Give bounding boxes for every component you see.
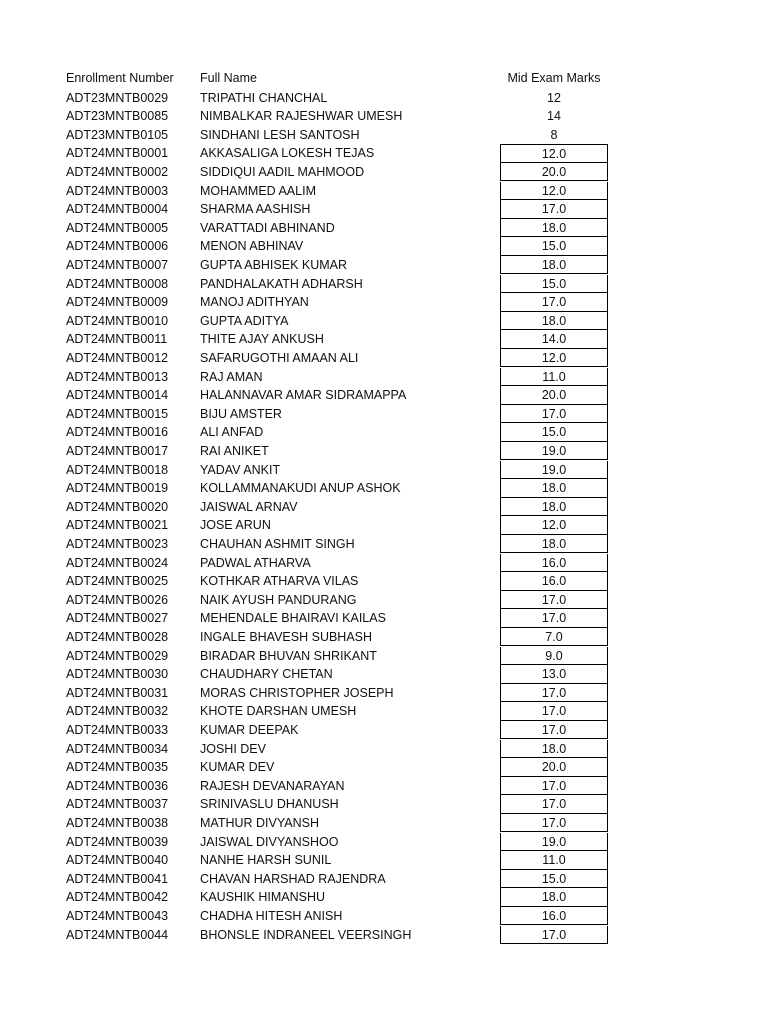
- table-row: [0, 591, 768, 610]
- table-row: [0, 200, 768, 219]
- header-enrollment: Enrollment Number: [66, 71, 174, 85]
- mid-exam-marks-cell: 18.0: [500, 888, 608, 907]
- mid-exam-marks-cell: 15.0: [500, 870, 608, 889]
- enrollment-number-cell: ADT24MNTB0042: [66, 890, 169, 905]
- table-row: [0, 814, 768, 833]
- full-name-cell: VARATTADI ABHINAND: [200, 220, 335, 235]
- enrollment-number-cell: ADT24MNTB0019: [66, 481, 169, 496]
- full-name-cell: PANDHALAKATH ADHARSH: [200, 276, 363, 291]
- full-name-cell: MOHAMMED AALIM: [200, 183, 316, 198]
- full-name-cell: RAJESH DEVANARAYAN: [200, 778, 345, 793]
- mid-exam-marks-cell: 17.0: [500, 609, 608, 628]
- mid-exam-marks-cell: 9.0: [500, 647, 608, 666]
- mid-exam-marks-cell: 12: [547, 90, 561, 105]
- enrollment-number-cell: ADT24MNTB0036: [66, 778, 169, 793]
- table-row: [0, 665, 768, 684]
- enrollment-number-cell: ADT24MNTB0006: [66, 239, 169, 254]
- enrollment-number-cell: ADT24MNTB0034: [66, 741, 169, 756]
- mid-exam-marks-cell: 18.0: [500, 740, 608, 759]
- full-name-cell: YADAV ANKIT: [200, 462, 281, 477]
- table-row: [0, 144, 768, 163]
- mid-exam-marks-cell: 20.0: [500, 163, 608, 182]
- header-mid-exam-marks: Mid Exam Marks: [507, 71, 601, 85]
- mid-exam-marks-cell: 16.0: [500, 907, 608, 926]
- table-row: [0, 777, 768, 796]
- enrollment-number-cell: ADT24MNTB0007: [66, 257, 169, 272]
- full-name-cell: NIMBALKAR RAJESHWAR UMESH: [200, 109, 403, 124]
- mid-exam-marks-cell: 15.0: [500, 423, 608, 442]
- full-name-cell: MENON ABHINAV: [200, 239, 304, 254]
- mid-exam-marks-cell: 14.0: [500, 330, 608, 349]
- table-row: [0, 795, 768, 814]
- mid-exam-marks-cell: 20.0: [500, 386, 608, 405]
- table-row: [0, 330, 768, 349]
- enrollment-number-cell: ADT24MNTB0030: [66, 667, 169, 682]
- mid-exam-marks-cell: 19.0: [500, 461, 608, 480]
- full-name-cell: CHAVAN HARSHAD RAJENDRA: [200, 871, 386, 886]
- mid-exam-marks-cell: 15.0: [500, 275, 608, 294]
- table-row: [0, 888, 768, 907]
- full-name-cell: BIRADAR BHUVAN SHRIKANT: [200, 648, 377, 663]
- full-name-cell: INGALE BHAVESH SUBHASH: [200, 629, 373, 644]
- table-row: [0, 368, 768, 387]
- header-row: [0, 69, 768, 88]
- full-name-cell: HALANNAVAR AMAR SIDRAMAPPA: [200, 388, 407, 403]
- full-name-cell: JAISWAL ARNAV: [200, 499, 298, 514]
- enrollment-number-cell: ADT24MNTB0018: [66, 462, 169, 477]
- mid-exam-marks-cell: 16.0: [500, 554, 608, 573]
- mid-exam-marks-cell: 19.0: [500, 442, 608, 461]
- mid-exam-marks-cell: 17.0: [500, 591, 608, 610]
- full-name-cell: KOLLAMMANAKUDI ANUP ASHOK: [200, 481, 401, 496]
- enrollment-number-cell: ADT24MNTB0044: [66, 927, 169, 942]
- mid-exam-marks-cell: 18.0: [500, 312, 608, 331]
- enrollment-number-cell: ADT23MNTB0085: [66, 109, 169, 124]
- mid-exam-marks-cell: 18.0: [500, 219, 608, 238]
- enrollment-number-cell: ADT24MNTB0035: [66, 760, 169, 775]
- full-name-cell: BHONSLE INDRANEEL VEERSINGH: [200, 927, 412, 942]
- enrollment-number-cell: ADT24MNTB0043: [66, 908, 169, 923]
- full-name-cell: SRINIVASLU DHANUSH: [200, 797, 339, 812]
- table-row: [0, 312, 768, 331]
- table-row: [0, 349, 768, 368]
- enrollment-number-cell: ADT24MNTB0031: [66, 685, 169, 700]
- table-row: [0, 907, 768, 926]
- enrollment-number-cell: ADT24MNTB0032: [66, 704, 169, 719]
- enrollment-number-cell: ADT24MNTB0025: [66, 574, 169, 589]
- table-row: [0, 926, 768, 945]
- mid-exam-marks-cell: 17.0: [500, 795, 608, 814]
- enrollment-number-cell: ADT24MNTB0008: [66, 276, 169, 291]
- mid-exam-marks-cell: 17.0: [500, 684, 608, 703]
- enrollment-number-cell: ADT24MNTB0021: [66, 518, 169, 533]
- full-name-cell: CHAUDHARY CHETAN: [200, 667, 333, 682]
- mid-exam-marks-cell: 8: [550, 127, 558, 142]
- mid-exam-marks-cell: 18.0: [500, 256, 608, 275]
- enrollment-number-cell: ADT24MNTB0015: [66, 406, 169, 421]
- table-row: [0, 182, 768, 201]
- enrollment-number-cell: ADT24MNTB0011: [66, 332, 168, 347]
- full-name-cell: MEHENDALE BHAIRAVI KAILAS: [200, 611, 386, 626]
- full-name-cell: KUMAR DEV: [200, 760, 275, 775]
- enrollment-number-cell: ADT24MNTB0014: [66, 388, 169, 403]
- enrollment-number-cell: ADT24MNTB0017: [66, 443, 169, 458]
- table-row: [0, 89, 768, 108]
- enrollment-number-cell: ADT24MNTB0009: [66, 295, 169, 310]
- enrollment-number-cell: ADT24MNTB0002: [66, 164, 169, 179]
- enrollment-number-cell: ADT24MNTB0005: [66, 220, 169, 235]
- full-name-cell: GUPTA ABHISEK KUMAR: [200, 257, 348, 272]
- mid-exam-marks-cell: 12.0: [500, 182, 608, 201]
- full-name-cell: JAISWAL DIVYANSHOO: [200, 834, 339, 849]
- table-row: [0, 479, 768, 498]
- mid-exam-marks-cell: 17.0: [500, 814, 608, 833]
- table-row: [0, 498, 768, 517]
- enrollment-number-cell: ADT24MNTB0037: [66, 797, 169, 812]
- table-row: [0, 442, 768, 461]
- mid-exam-marks-cell: 11.0: [500, 368, 608, 387]
- enrollment-number-cell: ADT24MNTB0001: [66, 146, 169, 161]
- full-name-cell: SINDHANI LESH SANTOSH: [200, 127, 360, 142]
- table-row: [0, 535, 768, 554]
- full-name-cell: JOSE ARUN: [200, 518, 271, 533]
- enrollment-number-cell: ADT24MNTB0039: [66, 834, 169, 849]
- full-name-cell: GUPTA ADITYA: [200, 313, 289, 328]
- table-row: [0, 461, 768, 480]
- full-name-cell: NAIK AYUSH PANDURANG: [200, 592, 357, 607]
- mid-exam-marks-cell: 17.0: [500, 926, 608, 945]
- mid-exam-marks-cell: 17.0: [500, 777, 608, 796]
- table-row: [0, 293, 768, 312]
- full-name-cell: RAJ AMAN: [200, 369, 263, 384]
- enrollment-number-cell: ADT24MNTB0041: [66, 871, 169, 886]
- full-name-cell: PADWAL ATHARVA: [200, 555, 311, 570]
- mid-exam-marks-cell: 12.0: [500, 349, 608, 368]
- full-name-cell: ALI ANFAD: [200, 425, 264, 440]
- table-row: [0, 107, 768, 126]
- mid-exam-marks-cell: 12.0: [500, 516, 608, 535]
- full-name-cell: JOSHI DEV: [200, 741, 266, 756]
- enrollment-number-cell: ADT24MNTB0004: [66, 202, 169, 217]
- full-name-cell: NANHE HARSH SUNIL: [200, 853, 332, 868]
- mid-exam-marks-cell: 17.0: [500, 293, 608, 312]
- full-name-cell: BIJU AMSTER: [200, 406, 282, 421]
- enrollment-number-cell: ADT24MNTB0027: [66, 611, 169, 626]
- table-row: [0, 237, 768, 256]
- table-row: [0, 833, 768, 852]
- mid-exam-marks-cell: 18.0: [500, 498, 608, 517]
- full-name-cell: CHAUHAN ASHMIT SINGH: [200, 536, 355, 551]
- enrollment-number-cell: ADT24MNTB0028: [66, 629, 169, 644]
- mid-exam-marks-cell: 17.0: [500, 702, 608, 721]
- mid-exam-marks-cell: 19.0: [500, 833, 608, 852]
- table-row: [0, 516, 768, 535]
- enrollment-number-cell: ADT24MNTB0012: [66, 350, 169, 365]
- table-row: [0, 740, 768, 759]
- full-name-cell: KAUSHIK HIMANSHU: [200, 890, 326, 905]
- enrollment-number-cell: ADT24MNTB0013: [66, 369, 169, 384]
- full-name-cell: SIDDIQUI AADIL MAHMOOD: [200, 164, 365, 179]
- enrollment-number-cell: ADT24MNTB0016: [66, 425, 169, 440]
- table-row: [0, 647, 768, 666]
- table-row: [0, 163, 768, 182]
- header-full-name: Full Name: [200, 71, 257, 85]
- full-name-cell: SAFARUGOTHI AMAAN ALI: [200, 350, 359, 365]
- mid-exam-marks-cell: 17.0: [500, 405, 608, 424]
- enrollment-number-cell: ADT24MNTB0024: [66, 555, 169, 570]
- table-row: [0, 758, 768, 777]
- enrollment-number-cell: ADT24MNTB0023: [66, 536, 169, 551]
- table-row: [0, 684, 768, 703]
- mid-exam-marks-cell: 18.0: [500, 535, 608, 554]
- enrollment-number-cell: ADT24MNTB0029: [66, 648, 169, 663]
- enrollment-number-cell: ADT24MNTB0033: [66, 722, 169, 737]
- table-row: [0, 628, 768, 647]
- table-row: [0, 423, 768, 442]
- enrollment-number-cell: ADT23MNTB0029: [66, 90, 169, 105]
- full-name-cell: KHOTE DARSHAN UMESH: [200, 704, 357, 719]
- table-row: [0, 554, 768, 573]
- table-row: [0, 219, 768, 238]
- mid-exam-marks-cell: 17.0: [500, 721, 608, 740]
- table-row: [0, 851, 768, 870]
- full-name-cell: KUMAR DEEPAK: [200, 722, 299, 737]
- mid-exam-marks-cell: 11.0: [500, 851, 608, 870]
- mid-exam-marks-cell: 17.0: [500, 200, 608, 219]
- table-row: [0, 572, 768, 591]
- full-name-cell: MATHUR DIVYANSH: [200, 815, 319, 830]
- table-row: [0, 721, 768, 740]
- full-name-cell: TRIPATHI CHANCHAL: [200, 90, 328, 105]
- enrollment-number-cell: ADT23MNTB0105: [66, 127, 169, 142]
- enrollment-number-cell: ADT24MNTB0038: [66, 815, 169, 830]
- mid-exam-marks-cell: 15.0: [500, 237, 608, 256]
- mid-exam-marks-cell: 16.0: [500, 572, 608, 591]
- table-row: [0, 256, 768, 275]
- mid-exam-marks-cell: 14: [547, 109, 561, 124]
- mid-exam-marks-cell: 13.0: [500, 665, 608, 684]
- table-row: [0, 609, 768, 628]
- full-name-cell: AKKASALIGA LOKESH TEJAS: [200, 146, 375, 161]
- mid-exam-marks-cell: 20.0: [500, 758, 608, 777]
- mid-exam-marks-cell: 18.0: [500, 479, 608, 498]
- full-name-cell: CHADHA HITESH ANISH: [200, 908, 343, 923]
- enrollment-number-cell: ADT24MNTB0026: [66, 592, 169, 607]
- table-row: [0, 405, 768, 424]
- table-row: [0, 870, 768, 889]
- mid-exam-marks-cell: 7.0: [500, 628, 608, 647]
- enrollment-number-cell: ADT24MNTB0003: [66, 183, 169, 198]
- mid-exam-marks-cell: 12.0: [500, 144, 608, 163]
- full-name-cell: RAI ANIKET: [200, 443, 269, 458]
- table-row: [0, 702, 768, 721]
- full-name-cell: MORAS CHRISTOPHER JOSEPH: [200, 685, 394, 700]
- enrollment-number-cell: ADT24MNTB0040: [66, 853, 169, 868]
- full-name-cell: SHARMA AASHISH: [200, 202, 311, 217]
- full-name-cell: THITE AJAY ANKUSH: [200, 332, 324, 347]
- full-name-cell: MANOJ ADITHYAN: [200, 295, 309, 310]
- table-row: [0, 126, 768, 145]
- enrollment-number-cell: ADT24MNTB0020: [66, 499, 169, 514]
- table-row: [0, 275, 768, 294]
- table-row: [0, 386, 768, 405]
- full-name-cell: KOTHKAR ATHARVA VILAS: [200, 574, 359, 589]
- enrollment-number-cell: ADT24MNTB0010: [66, 313, 169, 328]
